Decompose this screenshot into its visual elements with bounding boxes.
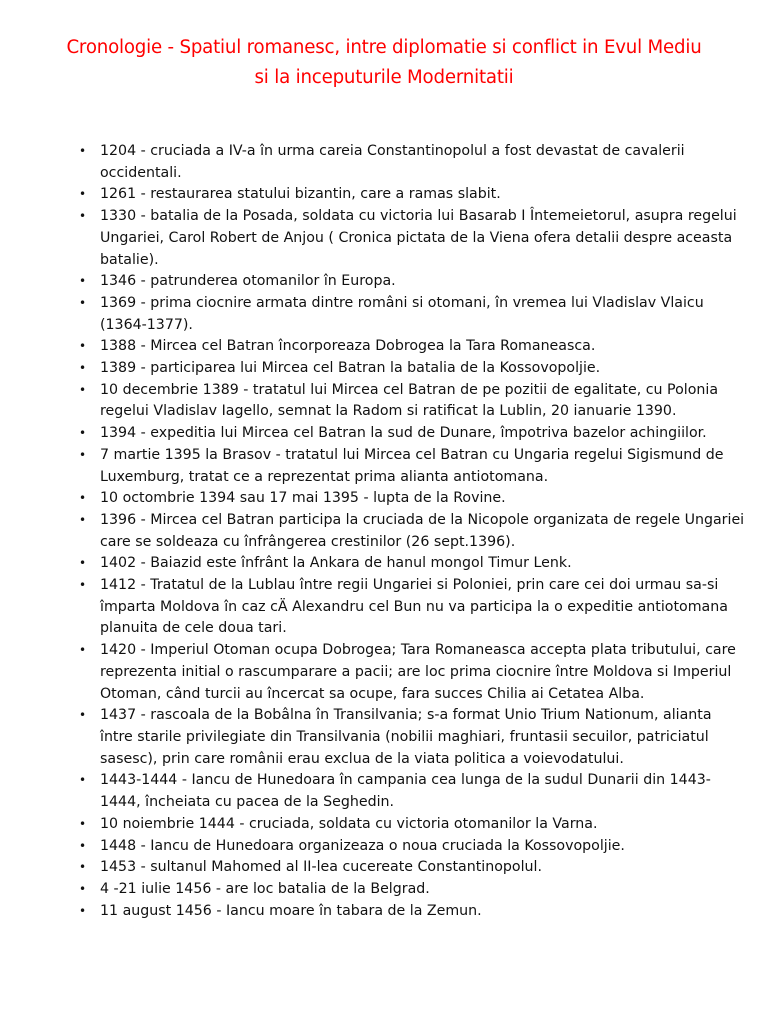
bullet-icon: • xyxy=(79,578,87,593)
list-item-text: 1412 - Tratatul de la Lublau între regii Ungariei si Poloniei, prin care cei doi urmau sa-si împarta Moldova în caz cÄ Alexandru cel Bun nu va participa la o expeditie antiotomana planuita de cele doua tari. xyxy=(100,577,728,637)
list-item-text: 4 -21 iulie 1456 - are loc batalia de la Belgrad. xyxy=(100,880,430,897)
list-item xyxy=(76,488,748,510)
bullet-icon: • xyxy=(79,860,87,875)
bullet-icon: • xyxy=(79,881,87,896)
bullet-icon: • xyxy=(79,382,87,397)
bullet-icon: • xyxy=(79,903,87,918)
bullet-icon: • xyxy=(79,274,87,289)
list-item xyxy=(76,206,748,271)
chronology-list xyxy=(76,141,748,922)
list-item-text: 10 noiembrie 1444 - cruciada, soldata cu victoria otomanilor la Varna. xyxy=(100,815,598,832)
list-item xyxy=(76,510,748,553)
list-item-text: 1330 - batalia de la Posada, soldata cu victoria lui Basarab I Întemeietorul, asupra regelui Ungariei, Carol Robert de Anjou ( Cronica pictata de la Viena ofera detalii despre aceasta batalie). xyxy=(100,208,737,268)
list-item xyxy=(76,640,748,705)
list-item xyxy=(76,814,748,836)
list-item xyxy=(76,141,748,184)
bullet-icon: • xyxy=(79,209,87,224)
list-item xyxy=(76,184,748,206)
list-item-text: 10 decembrie 1389 - tratatul lui Mircea cel Batran de pe pozitii de egalitate, cu Polonia regelui Vladislav Iagello, semnat la Radom si ratificat la Lublin, 20 ianuarie 1390. xyxy=(100,381,719,420)
bullet-icon: • xyxy=(79,512,87,527)
list-item xyxy=(76,836,748,858)
bullet-icon: • xyxy=(79,447,87,462)
list-item-text: 1204 - cruciada a IV-a în urma careia Constantinopolul a fost devastat de cavalerii occidentali. xyxy=(100,143,685,181)
list-item-text: 1453 - sultanul Mahomed al II-lea cucereate Constantinopolul. xyxy=(100,859,542,876)
bullet-icon: • xyxy=(79,339,87,354)
list-item-text: 1448 - Iancu de Hunedoara organizeaza o noua cruciada la Kossovopoljie. xyxy=(100,837,625,854)
list-item xyxy=(76,358,748,380)
list-item-text: 1261 - restaurarea statului bizantin, care a ramas slabit. xyxy=(100,186,501,203)
list-item-text: 1443-1444 - Iancu de Hunedoara în campania cea lunga de la sudul Dunarii din 1443-1444, încheiata cu pacea de la Seghedin. xyxy=(100,772,711,811)
list-item xyxy=(76,705,748,770)
list-item xyxy=(76,423,748,445)
list-item xyxy=(76,879,748,901)
list-item xyxy=(76,293,748,336)
list-item xyxy=(76,857,748,879)
list-item xyxy=(76,575,748,640)
bullet-icon: • xyxy=(79,426,87,441)
list-item xyxy=(76,770,748,813)
bullet-icon: • xyxy=(79,556,87,571)
list-item-text: 1388 - Mircea cel Batran încorporeaza Dobrogea la Tara Romaneasca. xyxy=(100,338,596,355)
list-item-text: 1437 - rascoala de la Bobâlna în Transilvania; s-a format Unio Trium Nationum, alianta între starile privilegiate din Transilvania (nobilii maghiari, fruntasii secuilor, patriciatul sasesc), prin care românii erau exclua de la viata politica a voievodatului. xyxy=(100,707,712,767)
bullet-icon: • xyxy=(79,773,87,788)
list-item xyxy=(76,380,748,423)
list-item-text: 1420 - Imperiul Otoman ocupa Dobrogea; Tara Romaneasca accepta plata tributului, care reprezenta initial o rascumparare a pacii; are loc prima ciocnire între Moldova si Imperiul Otoman, când turcii au încercat sa ocupe, fara succes Chilia ai Cetatea Alba. xyxy=(100,642,736,702)
list-item xyxy=(76,553,748,575)
bullet-icon: • xyxy=(79,643,87,658)
title-line-2: si la inceputurile Modernitatii xyxy=(254,67,514,88)
list-item-text: 7 martie 1395 la Brasov - tratatul lui Mircea cel Batran cu Ungaria regelui Sigismund de Luxemburg, tratat ce a reprezentat prima alianta antiotomana. xyxy=(100,446,724,485)
bullet-icon: • xyxy=(79,816,87,831)
list-item xyxy=(76,271,748,293)
bullet-icon: • xyxy=(79,295,87,310)
list-item-text: 10 octombrie 1394 sau 17 mai 1395 - lupta de la Rovine. xyxy=(100,490,506,507)
list-item xyxy=(76,336,748,358)
list-item-text: 1394 - expeditia lui Mircea cel Batran la sud de Dunare, împotriva bazelor achingiilor. xyxy=(100,425,707,442)
title-line-1: Cronologie - Spatiul romanesc, intre diplomatie si conflict in Evul Mediu xyxy=(66,37,702,58)
bullet-icon: • xyxy=(79,144,87,158)
list-item-text: 1346 - patrunderea otomanilor în Europa. xyxy=(100,273,396,290)
bullet-icon: • xyxy=(79,187,87,202)
list-item-text: 1402 - Baiazid este înfrânt la Ankara de hanul mongol Timur Lenk. xyxy=(100,555,572,572)
list-item xyxy=(76,901,748,923)
list-item-text: 1396 - Mircea cel Batran participa la cruciada de la Nicopole organizata de regele Ungariei care se soldeaza cu înfrângerea crestinilor (26 sept.1396). xyxy=(100,511,745,550)
document-title xyxy=(20,33,748,93)
list-item-text: 1389 - participarea lui Mircea cel Batran la batalia de la Kossovopoljie. xyxy=(100,360,601,377)
list-item-text: 11 august 1456 - Iancu moare în tabara de la Zemun. xyxy=(100,902,482,919)
list-item xyxy=(76,445,748,488)
bullet-icon: • xyxy=(79,838,87,853)
bullet-icon: • xyxy=(79,361,87,376)
bullet-icon: • xyxy=(79,491,87,506)
bullet-icon: • xyxy=(79,708,87,723)
list-item-text: 1369 - prima ciocnire armata dintre români si otomani, în vremea lui Vladislav Vlaicu (1364-1377). xyxy=(100,294,704,333)
